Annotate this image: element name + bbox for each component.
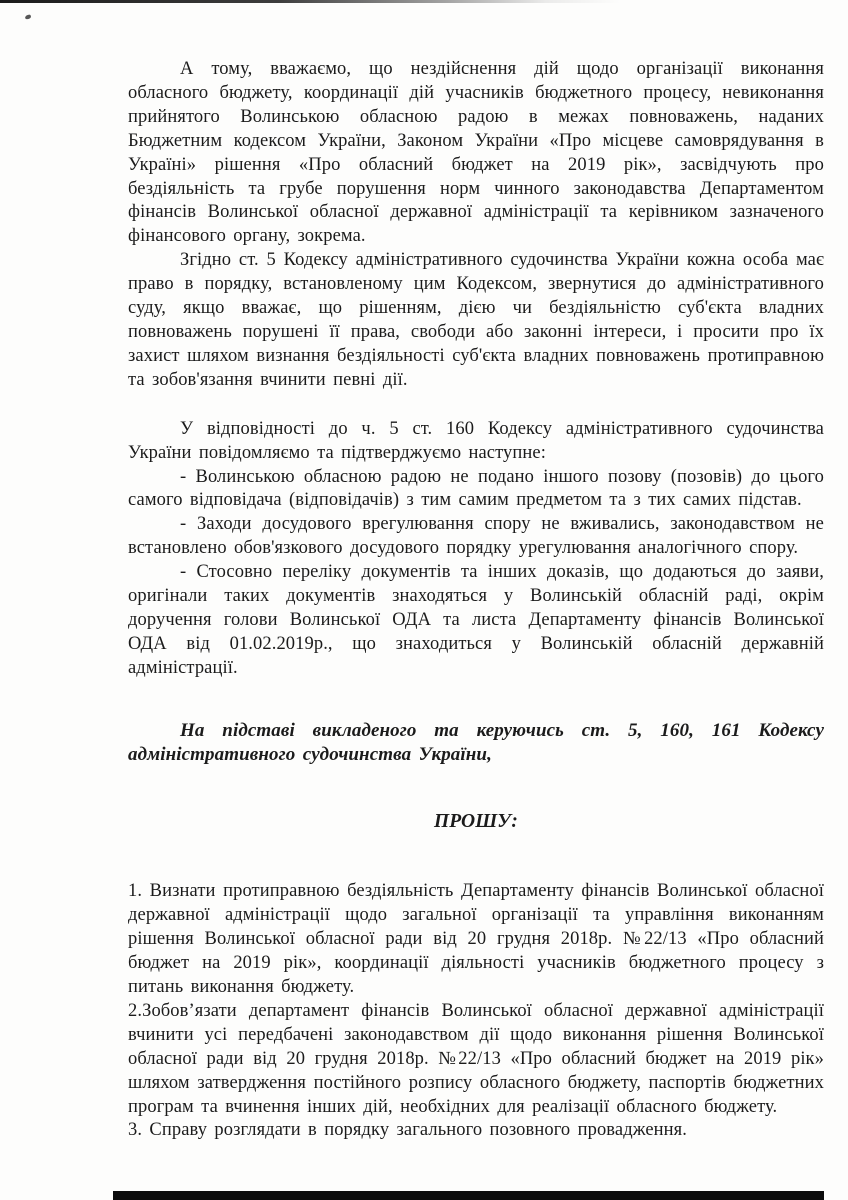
section-heading-request: ПРОШУ:	[433, 811, 518, 833]
scan-artifact-top-line	[0, 0, 620, 3]
document-text-column	[128, 58, 824, 1143]
paragraph-conclusion-inaction: А тому, вважаємо, що нездійснення дій щодо організації виконання обласного бюджету, координації дій учасників бюджетного процесу, невиконання прийнятого Волинською обласною радою в межах повноважень, наданих Бюджетним кодексом України, Законом України «Про місцеве самоврядування в Україні» рішення «Про обласний бюджет на 2019 рік», засвідчують про бездіяльність та грубе порушення норм чинного законодавства Департаментом фінансів Волинської обласної державної адміністрації та керівником зазначеного фінансового органу, зокрема.	[128, 59, 824, 247]
scan-artifact-corner-mark	[25, 14, 32, 20]
paragraph-kas-article-5: Згідно ст. 5 Кодексу адміністративного судочинства України кожна особа має право в порядку, встановленому цим Кодексом, звернутися до адміністративного суду, якщо вважає, що рішенням, дією чи бездіяльністю суб'єкта владних повноважень порушені її права, свободи або законні інтереси, і просити про їх захист шляхом визнання бездіяльності суб'єкта владних повноважень протиправною та зобов'язання вчинити певні дії.	[128, 250, 824, 390]
request-item-2: 2.Зобов’язати департамент фінансів Волинської обласної державної адміністрації вчинити усі передбачені законодавством дії щодо виконання рішення Волинської обласної ради від 20 грудня 2018р. №22/13 «Про обласний бюджет на 2019 рік» шляхом затвердження постійного розпису обласного бюджету, паспортів бюджетних програм та вчинення інших дій, необхідних для реалізації обласного бюджету.	[128, 1000, 824, 1117]
confirmation-item-documents-location: - Стосовно переліку документів та інших доказів, що додаються до заяви, оригінали таких документів знаходяться у Волинській обласній раді, окрім доручення голови Волинської ОДА та листа Департаменту фінансів Волинської ОДА від 01.02.2019р., що знаходиться у Волинській обласній державній адміністрації.	[128, 562, 824, 678]
request-item-1: 1. Визнати протиправною бездіяльність Департаменту фінансів Волинської обласної державної адміністрації щодо загальної організації та управління виконанням рішення Волинської обласної ради від 20 грудня 2018р. №22/13 «Про обласний бюджет на 2019 рік», координації діяльності учасників бюджетного процесу з питань виконання бюджету.	[128, 881, 824, 997]
paragraph-kas-article-160-intro: У відповідності до ч. 5 ст. 160 Кодексу адміністративного судочинства України повідомляємо та підтверджуємо наступне:	[128, 418, 824, 463]
confirmation-item-no-pretrial-settlement: - Заходи досудового врегулювання спору не вживались, законодавством не встановлено обов'язкового досудового порядку урегулювання аналогічного спору.	[128, 514, 824, 559]
paragraph-legal-basis: На підставі викладеного та керуючись ст. 5, 160, 161 Кодексу адміністративного судочинства України,	[128, 719, 824, 765]
confirmation-item-no-other-claims: - Волинською обласною радою не подано іншого позову (позовів) до цього самого відповідача (відповідачів) з тим самим предметом та з тих самих підстав.	[128, 466, 824, 511]
request-item-3: 3. Справу розглядати в порядку загального позовного провадження.	[128, 1120, 688, 1141]
scan-artifact-bottom-bar	[113, 1191, 824, 1200]
